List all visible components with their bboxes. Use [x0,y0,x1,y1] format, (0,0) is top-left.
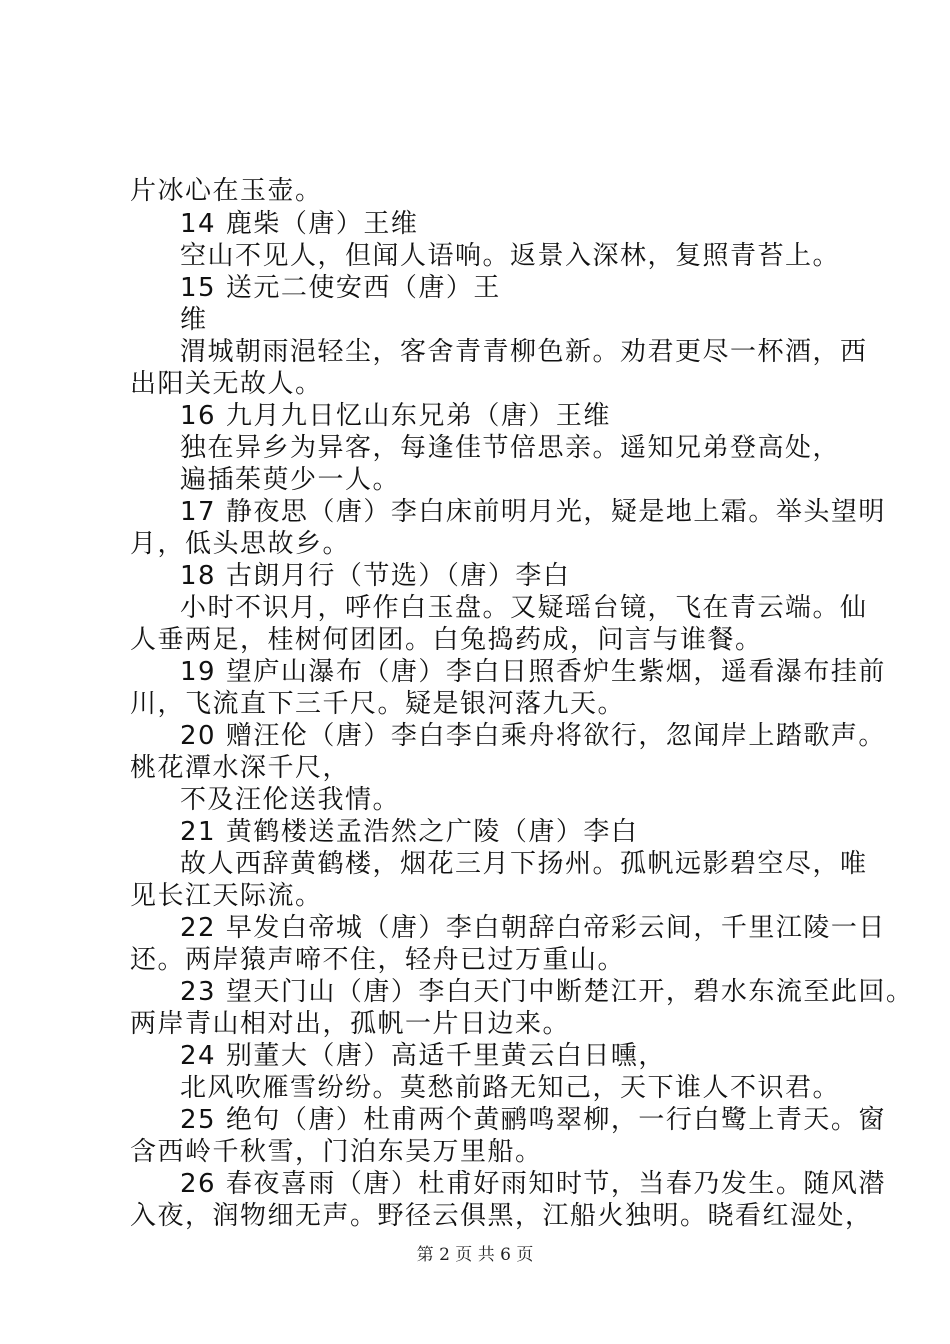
text-line: 出阳关无故人。 [130,369,323,399]
text-line: 渭城朝雨浥轻尘，客舍青青柳色新。劝君更尽一杯酒，西 [180,337,868,367]
text-line: 北风吹雁雪纷纷。莫愁前路无知己，天下谁人不识君。 [180,1073,841,1103]
text-line: 人垂两足，桂树何团团。白兔捣药成，问言与谁餐。 [130,625,763,655]
text-line: 含西岭千秋雪，门泊东吴万里船。 [130,1137,543,1167]
text-line: 维 [180,305,208,335]
text-line: 桃花潭水深千尺， [130,753,351,783]
poem-title-line: 15 送元二使安西（唐）王 [180,273,501,303]
text-line: 两岸青山相对出，孤帆一片日边来。 [130,1009,571,1039]
poem-title-line: 21 黄鹤楼送孟浩然之广陵（唐）李白 [180,817,639,847]
text-line: 不及汪伦送我情。 [180,785,401,815]
poem-title-line: 23 望天门山（唐）李白天门中断楚江开，碧水东流至此回。 [180,977,914,1007]
text-line: 川，飞流直下三千尺。疑是银河落九天。 [130,689,626,719]
poem-title-line: 18 古朗月行（节选）（唐）李白 [180,561,571,591]
text-line: 遍插茱萸少一人。 [180,465,401,495]
poem-title-line: 16 九月九日忆山东兄弟（唐）王维 [180,401,611,431]
poem-title-line: 14 鹿柴（唐）王维 [180,209,419,239]
text-line: 故人西辞黄鹤楼，烟花三月下扬州。孤帆远影碧空尽，唯 [180,849,868,879]
text-line: 空山不见人，但闻人语响。返景入深林，复照青苔上。 [180,241,841,271]
text-line: 独在异乡为异客，每逢佳节倍思亲。遥知兄弟登高处， [180,433,841,463]
poem-title-line: 22 早发白帝城（唐）李白朝辞白帝彩云间，千里江陵一日 [180,913,886,943]
text-line: 小时不识月，呼作白玉盘。又疑瑶台镜，飞在青云端。仙 [180,593,868,623]
text-line: 入夜，润物细无声。野径云俱黑，江船火独明。晓看红湿处， [130,1201,873,1231]
poem-title-line: 24 别董大（唐）高适千里黄云白日曛， [180,1041,666,1071]
poem-title-line: 25 绝句（唐）杜甫两个黄鹂鸣翠柳，一行白鹭上青天。窗 [180,1105,886,1135]
text-line: 见长江天际流。 [130,881,323,911]
poem-title-line: 20 赠汪伦（唐）李白李白乘舟将欲行，忽闻岸上踏歌声。 [180,721,886,751]
page-footer: 第 2 页 共 6 页 [416,1245,534,1265]
poem-title-line: 17 静夜思（唐）李白床前明月光，疑是地上霜。举头望明 [180,497,886,527]
poem-title-line: 26 春夜喜雨（唐）杜甫好雨知时节，当春乃发生。随风潜 [180,1169,886,1199]
poem-title-line: 19 望庐山瀑布（唐）李白日照香炉生紫烟，遥看瀑布挂前 [180,657,886,687]
text-line: 月，低头思故乡。 [130,529,351,559]
text-line: 还。两岸猿声啼不住，轻舟已过万重山。 [130,945,626,975]
text-line: 片冰心在玉壶。 [130,176,323,206]
